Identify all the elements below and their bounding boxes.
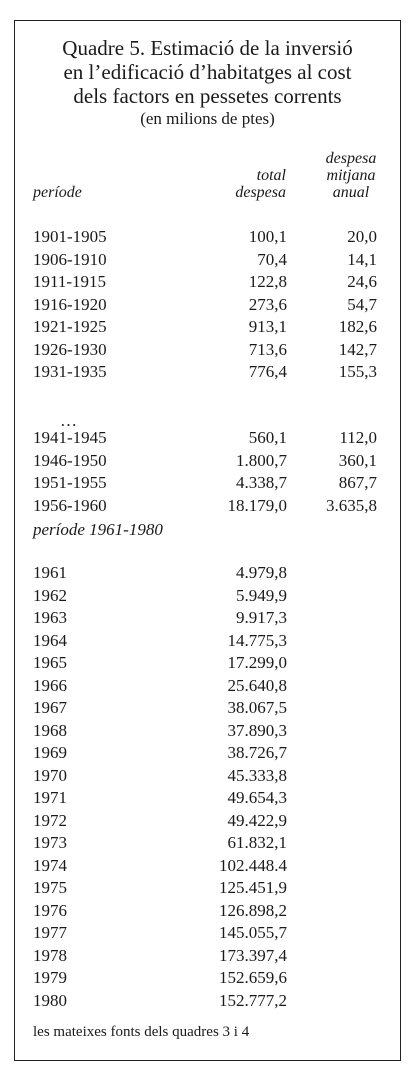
annual-cell: 20,0: [347, 227, 377, 246]
period-cell: 1971: [33, 788, 67, 807]
total-cell: 122,8: [248, 272, 287, 291]
header-annual-line-1: despesa: [325, 150, 377, 167]
total-cell: 713,6: [248, 339, 287, 359]
period-cell: 1921-1925: [33, 317, 107, 336]
table-title-line-1: Quadre 5. Estimació de la inversió: [62, 36, 353, 60]
header-annual: [318, 150, 384, 201]
total-cell: 100,1: [248, 227, 287, 246]
omission-ellipsis: …: [60, 411, 77, 430]
header-total-line-1: total: [256, 167, 286, 184]
table-row: [0, 832, 419, 854]
total-cell: 70,4: [257, 249, 287, 269]
table-subtitle: (en milions de ptes): [140, 109, 275, 128]
total-cell: 37.890,3: [227, 720, 287, 740]
table-title-line-2: en l’edificació d’habitatges al cost: [63, 60, 352, 84]
table-row: [0, 697, 419, 719]
table-row: [0, 900, 419, 922]
table-row: [0, 427, 419, 449]
total-cell: 152.659,6: [219, 968, 287, 987]
period-cell: 1962: [33, 585, 67, 605]
table-row: [0, 765, 419, 787]
period-cell: 1978: [33, 945, 67, 965]
total-cell: 560,1: [248, 428, 287, 447]
total-cell: 18.179,0: [227, 495, 287, 515]
period-cell: 1941-1945: [33, 428, 107, 447]
period-cell: 1966: [33, 675, 67, 695]
annual-cell: 142,7: [338, 339, 377, 359]
table-row: [0, 922, 419, 944]
header-total: [235, 167, 286, 201]
period-cell: 1973: [33, 833, 67, 852]
table-row: [0, 855, 419, 877]
table-row: [0, 361, 419, 383]
period-cell: 1951-1955: [33, 473, 107, 492]
table-row: [0, 450, 419, 472]
total-cell: 4.338,7: [236, 473, 287, 492]
annual-cell: 867,7: [338, 473, 377, 492]
table-row: [0, 652, 419, 674]
period-cell: 1963: [33, 608, 67, 627]
period-cell: 1967: [33, 698, 67, 717]
annual-cell: 112,0: [339, 428, 377, 447]
total-cell: 17.299,0: [227, 653, 287, 672]
total-cell: 145.055,7: [219, 923, 287, 942]
period-cell: 1969: [33, 743, 67, 762]
total-cell: 776,4: [248, 362, 287, 381]
total-cell: 4.979,8: [236, 563, 287, 582]
header-period: període: [33, 184, 82, 201]
annual-cell: 3.635,8: [326, 495, 377, 515]
total-cell: 913,1: [248, 317, 287, 336]
table-row: [0, 249, 419, 271]
table-row: [0, 339, 419, 361]
table-row: [0, 630, 419, 652]
table-row: [0, 294, 419, 316]
period-cell: 1970: [33, 765, 67, 785]
period-cell: 1946-1950: [33, 450, 107, 470]
total-cell: 38.726,7: [227, 743, 287, 762]
source-note: les mateixes fonts dels quadres 3 i 4: [33, 1024, 250, 1040]
table-row: [0, 562, 419, 584]
table-title-line-3: dels factors en pessetes corrents: [73, 84, 342, 108]
total-cell: 273,6: [248, 294, 287, 314]
total-cell: 5.949,9: [236, 585, 287, 605]
section-label-1961-1980: període 1961-1980: [33, 520, 163, 539]
annual-cell: 360,1: [338, 450, 377, 470]
table-row: [0, 271, 419, 293]
table-row: [0, 495, 419, 517]
table-row: [0, 742, 419, 764]
total-cell: 49.654,3: [227, 788, 287, 807]
period-cell: 1975: [33, 878, 67, 897]
annual-cell: 14,1: [347, 249, 377, 269]
table-row: [0, 607, 419, 629]
total-cell: 49.422,9: [227, 810, 287, 830]
table-row: [0, 585, 419, 607]
period-cell: 1979: [33, 968, 67, 987]
period-cell: 1968: [33, 720, 67, 740]
table-row: [0, 226, 419, 248]
total-cell: 61.832,1: [227, 833, 287, 852]
table-row: [0, 990, 419, 1012]
period-cell: 1911-1915: [33, 272, 107, 291]
table-row: [0, 472, 419, 494]
table-row: [0, 877, 419, 899]
total-cell: 125.451,9: [219, 878, 287, 897]
period-cell: 1961: [33, 563, 67, 582]
total-cell: 38.067,5: [227, 698, 287, 717]
total-cell: 152.777,2: [219, 990, 287, 1010]
period-cell: 1906-1910: [33, 249, 107, 269]
header-annual-line-3: anual: [332, 184, 370, 201]
table-row: [0, 787, 419, 809]
period-cell: 1901-1905: [33, 227, 107, 246]
period-cell: 1926-1930: [33, 339, 107, 359]
period-cell: 1916-1920: [33, 294, 107, 314]
table-row: [0, 945, 419, 967]
total-cell: 173.397,4: [219, 945, 287, 965]
annual-cell: 182,6: [338, 317, 377, 336]
annual-cell: 155,3: [338, 362, 377, 381]
total-cell: 102.448.4: [219, 855, 287, 875]
total-cell: 45.333,8: [227, 765, 287, 785]
table-row: [0, 675, 419, 697]
total-cell: 126.898,2: [219, 900, 287, 920]
period-cell: 1977: [33, 923, 67, 942]
table-row: [0, 316, 419, 338]
total-cell: 9.917,3: [236, 608, 287, 627]
period-cell: 1965: [33, 653, 67, 672]
period-cell: 1956-1960: [33, 495, 107, 515]
period-cell: 1964: [33, 630, 67, 650]
table-row: [0, 810, 419, 832]
table-row: [0, 967, 419, 989]
table-row: [0, 720, 419, 742]
annual-cell: 24,6: [347, 272, 377, 291]
annual-cell: 54,7: [347, 294, 377, 314]
total-cell: 1.800,7: [236, 450, 287, 470]
period-cell: 1974: [33, 855, 67, 875]
period-cell: 1931-1935: [33, 362, 107, 381]
total-cell: 25.640,8: [227, 675, 287, 695]
period-cell: 1980: [33, 990, 67, 1010]
header-total-line-2: despesa: [235, 184, 286, 201]
period-cell: 1976: [33, 900, 67, 920]
period-cell: 1972: [33, 810, 67, 830]
header-annual-line-2: mitjana: [326, 167, 376, 184]
total-cell: 14.775,3: [227, 630, 287, 650]
